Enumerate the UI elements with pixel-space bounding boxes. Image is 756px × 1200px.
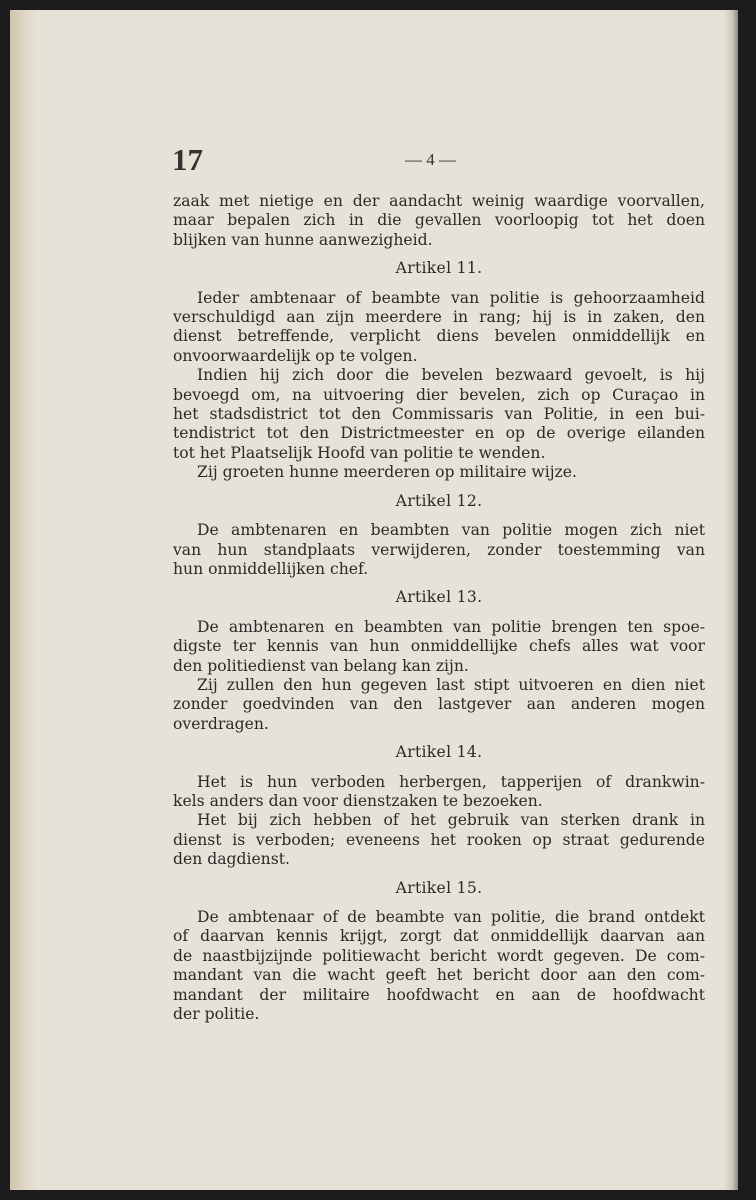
text-line: dienst betreffende, verplicht diens bevelen onmiddellijk en [173,327,705,346]
article-paragraph [173,811,705,869]
text-line: Zij zullen den hun gegeven last stipt uitvoeren en dien niet [197,675,705,694]
article-paragraph [173,366,705,463]
text-line: tot het Plaatselijk Hoofd van politie te wenden. [173,443,546,462]
article-heading: Artikel 12. [395,491,483,510]
text-line: overdragen. [173,714,269,733]
text-line: den dagdienst. [173,850,290,869]
text-line: het stadsdistrict tot den Commissaris van Politie, in een bui- [173,405,705,424]
text-line: of daarvan kennis krijgt, zorgt dat onmiddellijk daarvan aan [173,927,705,946]
article-paragraph [173,289,705,367]
document-page [10,10,738,1190]
text-line: Zij groeten hunne meerderen op militaire wijze. [197,463,577,482]
signature-number: 17 [172,142,203,177]
text-line: onvoorwaardelijk op te volgen. [173,346,418,365]
page-right-edge [724,10,738,1190]
text-line: De ambtenaren en beambten van politie mogen zich niet [197,521,705,540]
text-line: zaak met nietige en der aandacht weinig waardige voorvallen, [173,192,705,210]
text-line: kels anders dan voor dienstzaken te bezoeken. [173,791,543,810]
intro-text [173,192,705,250]
text-line: digste ter kennis van hun onmiddellijke chefs alles wat voor [173,637,705,656]
text-line: verschuldigd aan zijn meerdere in rang; hij is in zaken, den [173,308,705,327]
article-section [173,879,705,1025]
text-line: der politie. [173,1005,260,1024]
text-line: Het is hun verboden herbergen, tapperijen of drankwin- [197,772,705,791]
text-line: van hun standplaats verwijderen, zonder toestemming van [173,540,705,559]
article-paragraph [173,521,705,579]
page-binding-edge [10,10,36,1190]
text-line: dienst is verboden; eveneens het rooken op straat gedurende [173,830,705,849]
text-line: De ambtenaren en beambten van politie brengen ten spoe- [197,617,705,636]
article-paragraph [173,463,705,482]
article-paragraph [173,773,705,812]
text-line: bevoegd om, na uitvoering dier bevelen, zich op Curaçao in [173,385,705,404]
article-section [173,743,705,869]
article-paragraph [173,908,705,1024]
text-line: Ieder ambtenaar of beambte van politie is gehoorzaamheid [197,288,705,307]
article-heading: Artikel 14. [395,743,483,762]
text-line: maar bepalen zich in die gevallen voorloopig tot het doen [173,211,705,230]
text-line: tendistrict tot den Districtmeester en op de overige eilanden [173,424,705,443]
text-line: den politiedienst van belang kan zijn. [173,656,469,675]
article-section [173,259,705,482]
article-paragraph [173,676,705,734]
article-section [173,588,705,734]
page-content [172,142,705,1024]
text-line: hun onmiddellijken chef. [173,559,369,578]
text-line: Indien hij zich door die bevelen bezwaard gevoelt, is hij [197,366,705,385]
article-paragraph [173,618,705,676]
article-section [173,492,705,580]
page-number: — 4 — [405,150,456,169]
text-line: mandant der militaire hoofdwacht en aan de hoofdwacht [173,985,705,1004]
article-heading: Artikel 15. [395,878,483,897]
text-line: mandant van die wacht geeft het bericht door aan den com- [173,966,705,985]
articles-container [173,259,705,1024]
text-line: Het bij zich hebben of het gebruik van sterken drank in [197,811,705,830]
article-heading: Artikel 13. [395,588,483,607]
intro-paragraph [173,192,705,250]
text-line: de naastbijzijnde politiewacht bericht wordt gegeven. De com- [173,946,705,965]
text-line: blijken van hunne aanwezigheid. [173,230,433,249]
page-header [172,142,705,192]
text-line: De ambtenaar of de beambte van politie, die brand ontdekt [197,908,705,926]
text-line: zonder goedvinden van den lastgever aan anderen mogen [173,695,705,714]
article-heading: Artikel 11. [395,259,483,278]
